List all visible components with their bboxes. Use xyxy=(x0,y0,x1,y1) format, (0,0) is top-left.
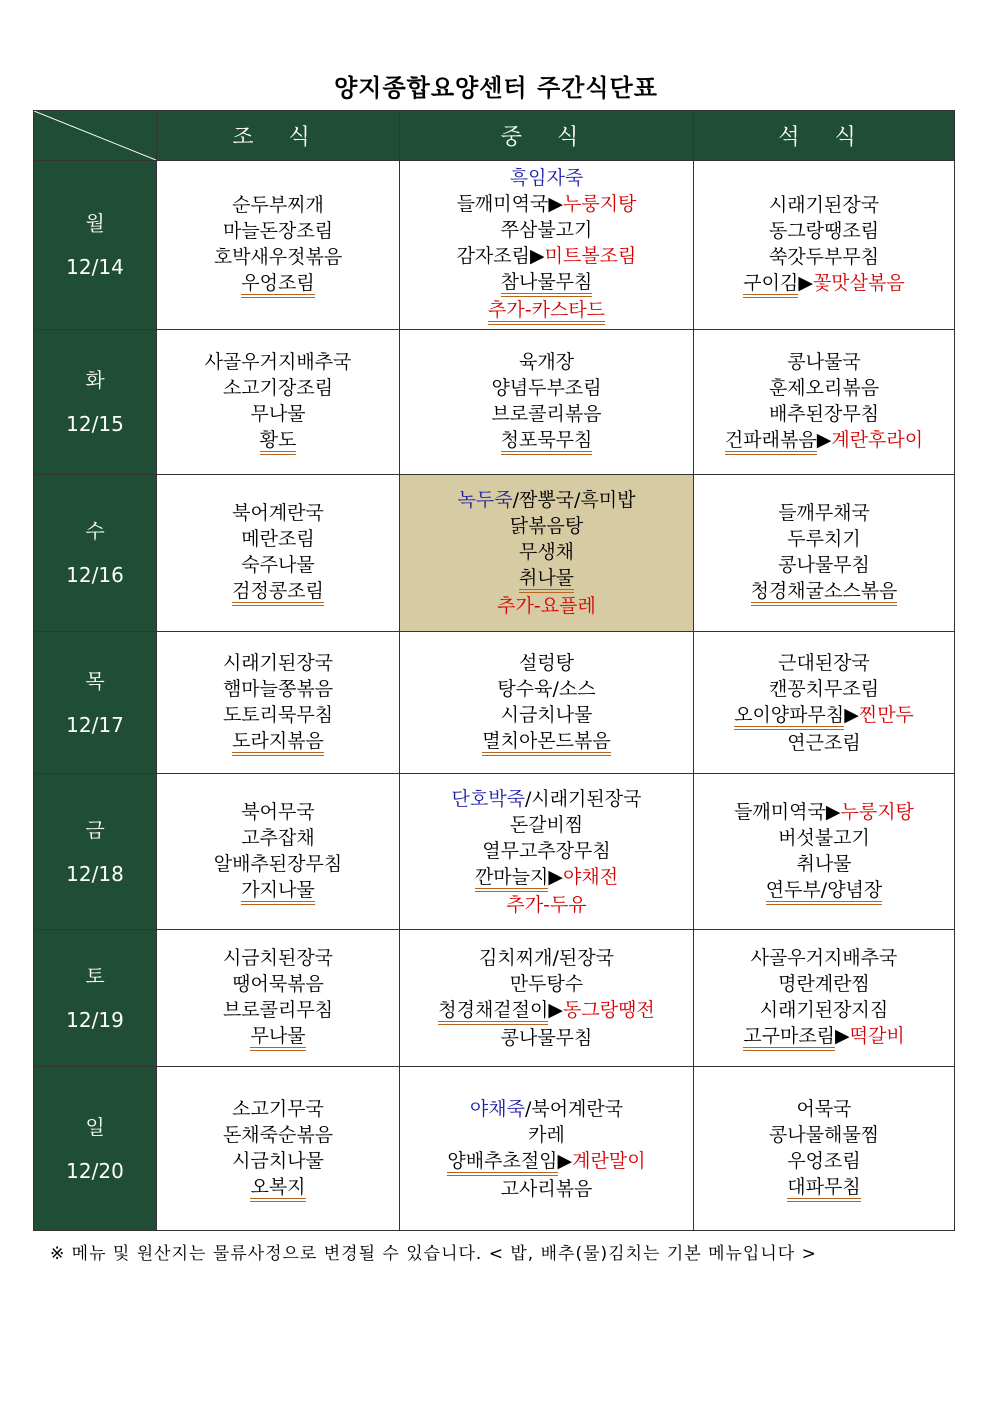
menu-item: /북어계란국 xyxy=(524,1097,624,1120)
lunch-cell-sat xyxy=(400,930,694,1067)
arrow-icon: ▶ xyxy=(557,1149,573,1172)
menu-item: 고구마조림 xyxy=(743,1025,835,1051)
menu-item: 콩나물무침 xyxy=(500,1027,593,1049)
menu-item: 근대된장국 xyxy=(778,651,870,674)
header-breakfast: 조 식 xyxy=(157,111,400,161)
dinner-cell-sun xyxy=(694,1067,955,1231)
extra-item: 추가-카스타드 xyxy=(488,299,605,325)
day-date: 12/18 xyxy=(66,861,124,886)
lunch-cell-wed xyxy=(400,475,694,632)
alt-menu-item: 꽃맛살볶음 xyxy=(812,272,905,294)
day-date: 12/17 xyxy=(66,712,124,737)
porridge-item: 흑임자죽 xyxy=(509,167,584,189)
day-date: 12/14 xyxy=(66,255,124,279)
menu-item: 닭볶음탕 xyxy=(509,515,584,537)
alt-menu-item: 누룽지탕 xyxy=(562,193,637,215)
porridge-item: 야채죽 xyxy=(469,1097,525,1120)
arrow-icon: ▶ xyxy=(548,193,563,215)
lunch-cell-sun xyxy=(400,1067,694,1231)
menu-item: 소고기장조림 xyxy=(222,377,334,399)
alt-menu-item: 미트볼조림 xyxy=(544,245,637,267)
menu-item: 황도 xyxy=(260,429,297,455)
menu-item: 감자조림 xyxy=(456,245,530,267)
day-label: 일 xyxy=(85,1114,105,1139)
menu-item: 연두부/양념장 xyxy=(766,879,883,905)
menu-item: 청포묵무침 xyxy=(501,429,593,455)
menu-item: 오이양파무침 xyxy=(734,704,844,730)
day-cell-sat xyxy=(34,930,157,1067)
menu-item: 마늘돈장조림 xyxy=(222,220,334,242)
day-cell-wed xyxy=(34,475,157,632)
corner-cell xyxy=(34,111,157,161)
header-lunch: 중 식 xyxy=(400,111,694,161)
menu-item: 무나물 xyxy=(250,1025,305,1051)
menu-item: 멸치아몬드볶음 xyxy=(482,730,610,756)
menu-item: 메란조림 xyxy=(241,528,315,550)
dinner-cell-fri xyxy=(694,774,955,930)
menu-item: 숙주나물 xyxy=(241,554,315,576)
menu-item: 사골우거지배추국 xyxy=(204,351,352,373)
menu-item: 캔꽁치무조림 xyxy=(768,677,880,700)
menu-item: /짬뽕국/흑미밥 xyxy=(512,489,636,511)
arrow-icon: ▶ xyxy=(548,999,563,1021)
menu-item: 구이김 xyxy=(743,272,798,298)
menu-item: 들깨무채국 xyxy=(778,502,870,524)
menu-item: 취나물 xyxy=(796,852,852,875)
extra-item: 추가-두유 xyxy=(506,893,587,916)
dinner-cell-mon xyxy=(694,161,955,330)
menu-item: 북어무국 xyxy=(241,800,315,823)
menu-item: 햄마늘쫑볶음 xyxy=(222,677,334,700)
menu-item: 돈채죽순볶음 xyxy=(222,1123,334,1146)
menu-item: 열무고추장무침 xyxy=(482,839,611,862)
alt-menu-item: 동그랑땡전 xyxy=(562,999,655,1021)
porridge-item: 단호박죽 xyxy=(451,787,525,810)
day-label: 목 xyxy=(85,668,105,693)
alt-menu-item: 누룽지탕 xyxy=(840,800,914,823)
day-label: 월 xyxy=(85,211,105,235)
menu-item: 콩나물국 xyxy=(787,351,861,373)
menu-item: 만두탕수 xyxy=(509,973,584,995)
lunch-cell-fri xyxy=(400,774,694,930)
lunch-cell-tue xyxy=(400,330,694,475)
breakfast-cell-tue xyxy=(157,330,400,475)
alt-menu-item: 계란말이 xyxy=(572,1149,646,1172)
menu-item: 카레 xyxy=(528,1123,565,1146)
menu-item: 우엉조림 xyxy=(787,1149,861,1172)
breakfast-cell-sun xyxy=(157,1067,400,1231)
day-cell-sun xyxy=(34,1067,157,1231)
menu-item: 북어계란국 xyxy=(232,502,324,524)
day-cell-mon xyxy=(34,161,157,330)
dinner-cell-thu xyxy=(694,632,955,774)
day-label: 토 xyxy=(85,964,105,988)
menu-item: 콩나물해물찜 xyxy=(768,1123,880,1146)
alt-menu-item: 찐만두 xyxy=(858,703,914,726)
menu-item: 무나물 xyxy=(250,403,306,425)
menu-item: 참나물무침 xyxy=(501,271,593,297)
breakfast-cell-thu xyxy=(157,632,400,774)
menu-item: 양배추초절임 xyxy=(447,1150,557,1176)
arrow-icon: ▶ xyxy=(835,1025,850,1047)
menu-item: 도라지볶음 xyxy=(232,730,324,756)
menu-item: 깐마늘지 xyxy=(475,866,548,892)
menu-item: 호박새우젓볶음 xyxy=(213,246,343,268)
arrow-icon: ▶ xyxy=(530,245,545,267)
menu-item: 시래기된장국 xyxy=(768,194,880,216)
menu-item-fruit: 우엉조림 xyxy=(241,272,314,298)
menu-item: 버섯불고기 xyxy=(778,826,870,849)
menu-item: 땡어묵볶음 xyxy=(232,973,324,995)
alt-menu-item: 계란후라이 xyxy=(831,429,924,451)
menu-item: 김치찌개/된장국 xyxy=(479,947,614,969)
arrow-icon: ▶ xyxy=(844,703,859,726)
arrow-icon: ▶ xyxy=(548,865,563,888)
menu-item: 브로콜리볶음 xyxy=(491,403,602,425)
day-date: 12/19 xyxy=(66,1008,124,1032)
menu-item: 두루치기 xyxy=(787,528,861,550)
menu-item: /시래기된장국 xyxy=(524,787,642,810)
breakfast-cell-wed xyxy=(157,475,400,632)
dinner-cell-tue xyxy=(694,330,955,475)
dinner-cell-sat xyxy=(694,930,955,1067)
menu-item: 시래기된장지짐 xyxy=(759,999,889,1021)
menu-item: 돈갈비찜 xyxy=(509,813,584,836)
menu-item: 어묵국 xyxy=(796,1097,852,1120)
day-date: 12/15 xyxy=(66,412,124,436)
menu-item: 브로콜리무침 xyxy=(222,999,334,1021)
menu-item: 고사리볶음 xyxy=(500,1177,593,1200)
dinner-cell-wed xyxy=(694,475,955,632)
menu-item: 들깨미역국 xyxy=(456,193,549,215)
breakfast-cell-mon xyxy=(157,161,400,330)
menu-item: 청경채굴소스볶음 xyxy=(751,580,898,606)
lunch-cell-mon xyxy=(400,161,694,330)
menu-item: 무생채 xyxy=(518,541,575,563)
porridge-item: 녹두죽 xyxy=(457,489,513,511)
menu-item: 사골우거지배추국 xyxy=(750,947,898,969)
menu-item: 취나물 xyxy=(519,567,574,593)
menu-item: 설렁탕 xyxy=(518,651,575,674)
menu-item: 청경채겉절이 xyxy=(438,999,548,1025)
breakfast-cell-sat xyxy=(157,930,400,1067)
arrow-icon: ▶ xyxy=(816,429,832,451)
lunch-cell-thu xyxy=(400,632,694,774)
day-date: 12/20 xyxy=(66,1158,124,1183)
menu-item: 알배추된장무침 xyxy=(213,852,343,875)
menu-item: 탕수육/소스 xyxy=(497,677,596,700)
arrow-icon: ▶ xyxy=(825,800,841,823)
menu-item: 순두부찌개 xyxy=(232,194,324,216)
menu-item: 훈제오리볶음 xyxy=(768,377,880,399)
menu-item: 쭈삼불고기 xyxy=(500,219,593,241)
menu-item: 동그랑땡조림 xyxy=(768,220,880,242)
menu-item: 검정콩조림 xyxy=(232,580,324,606)
menu-item: 시금치나물 xyxy=(232,1149,324,1172)
extra-item: 추가-요플레 xyxy=(497,595,596,617)
day-cell-tue xyxy=(34,330,157,475)
arrow-icon: ▶ xyxy=(798,272,813,294)
menu-table xyxy=(33,110,955,1231)
header-dinner: 석 식 xyxy=(694,111,955,161)
menu-item: 도토리묵무침 xyxy=(222,703,334,726)
menu-item: 육개장 xyxy=(518,351,575,373)
page-title: 양지종합요양센터 주간식단표 xyxy=(334,74,658,102)
day-date: 12/16 xyxy=(66,563,124,587)
menu-item: 시래기된장국 xyxy=(222,651,334,674)
menu-item: 양념두부조림 xyxy=(491,377,602,399)
alt-menu-item: 야채전 xyxy=(562,865,619,888)
menu-item: 콩나물무침 xyxy=(778,554,870,576)
day-cell-fri xyxy=(34,774,157,930)
alt-menu-item: 떡갈비 xyxy=(849,1025,905,1047)
day-label: 화 xyxy=(85,368,105,392)
menu-item: 시금치된장국 xyxy=(222,947,334,969)
day-label: 금 xyxy=(85,817,105,842)
menu-item: 고추잡채 xyxy=(241,826,315,849)
breakfast-cell-fri xyxy=(157,774,400,930)
day-label: 수 xyxy=(85,519,105,543)
menu-item: 오복지 xyxy=(250,1176,305,1202)
menu-item: 쑥갓두부무침 xyxy=(768,246,880,268)
menu-item: 명란계란찜 xyxy=(778,973,870,995)
menu-item: 건파래볶음 xyxy=(725,429,817,455)
menu-item: 시금치나물 xyxy=(500,703,593,726)
menu-item: 대파무침 xyxy=(787,1176,860,1202)
day-cell-thu xyxy=(34,632,157,774)
footer-note: ※ 메뉴 및 원산지는 물류사정으로 변경될 수 있습니다. < 밥, 배추(물)김치는 기본 메뉴입니다 > xyxy=(50,1244,817,1264)
menu-item: 연근조림 xyxy=(787,731,861,754)
menu-item: 가지나물 xyxy=(241,879,314,905)
menu-item: 들깨미역국 xyxy=(734,800,826,823)
menu-item: 배추된장무침 xyxy=(768,403,880,425)
menu-item: 소고기무국 xyxy=(232,1097,324,1120)
